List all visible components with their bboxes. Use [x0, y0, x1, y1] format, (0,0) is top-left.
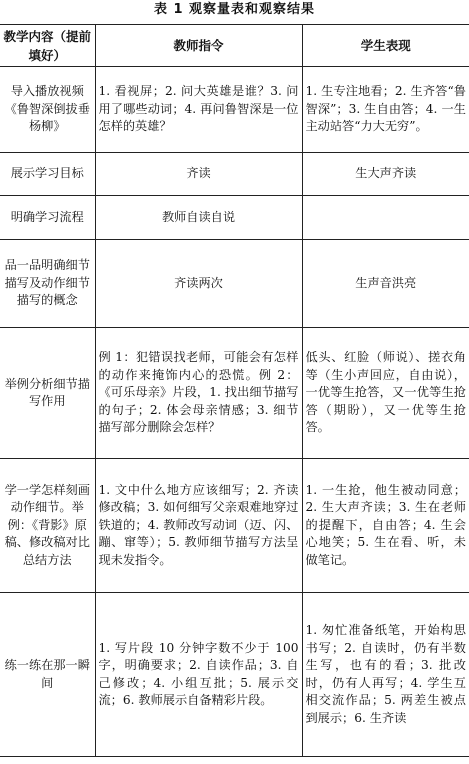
row-student: 生大声齐读: [302, 153, 469, 196]
row-phase: 学一学怎样刻画动作细节。举例：《背影》原稿、修改稿对比总结方法: [0, 459, 95, 593]
row-student: 低头、红脸（师说）、搓衣角等（生小声回应，自由说），一优等生抢答，又一优等生抢答（期盼），又一优等生抢答。: [302, 328, 469, 459]
row-student: 1. 一生抢，他生被动同意；2. 生大声齐读；3. 生在老师的提醒下，自由答；4. 生会心地笑；5. 生在看、听，未做笔记。: [302, 459, 469, 593]
row-teacher: 齐读两次: [95, 240, 302, 328]
row-phase: 明确学习流程: [0, 196, 95, 240]
table-row: [0, 196, 469, 240]
row-teacher: 1. 看视屏；2. 问大英雄是谁？3. 问用了哪些动词；4. 再问鲁智深是一位怎样的英雄？: [95, 67, 302, 153]
table-header-row: [0, 25, 469, 67]
observation-table: [0, 24, 469, 757]
row-teacher: 齐读: [95, 153, 302, 196]
table-caption: 表 1 观察量表和观察结果: [153, 2, 316, 17]
row-student: 1. 匆忙准备纸笔，开始构思书写；2. 自读时，仍有半数生写，也有的看；3. 批改时，仍有人再写；4. 学生互相交流作品；5. 两差生被点到展示；6. 生齐读: [302, 593, 469, 757]
row-phase: 练一练在那一瞬间: [0, 593, 95, 757]
header-teacher-instruction: 教师指令: [95, 25, 302, 67]
row-phase: 品一品明确细节描写及动作细节描写的概念: [0, 240, 95, 328]
row-student: 1. 生专注地看；2. 生齐答“鲁智深”；3. 生自由答；4. 一生主动站答“力大无穷”。: [302, 67, 469, 153]
header-student-performance: 学生表现: [302, 25, 469, 67]
row-phase: 举例分析细节描写作用: [0, 328, 95, 459]
table-row: [0, 240, 469, 328]
table-row: [0, 67, 469, 153]
header-teaching-content: 教学内容（提前填好）: [0, 25, 95, 67]
table-row: [0, 459, 469, 593]
row-student: 生声音洪亮: [302, 240, 469, 328]
row-student: [302, 196, 469, 240]
table-row: [0, 153, 469, 196]
table-row: [0, 328, 469, 459]
row-teacher: 教师自读自说: [95, 196, 302, 240]
row-teacher: 1. 写片段 10 分钟字数不少于 100 字，明确要求；2. 自读作品；3. 自己修改；4. 小组互批；5. 展示交流；6. 教师展示自备精彩片段。: [95, 593, 302, 757]
row-phase: 展示学习目标: [0, 153, 95, 196]
row-teacher: 例 1：犯错误找老师，可能会有怎样的动作来掩饰内心的恐慌。例 2：《可乐母亲》片段，1. 找出细节描写的句子；2. 体会母亲情感；3. 细节描写部分删除会怎样？: [95, 328, 302, 459]
table-row: [0, 593, 469, 757]
row-phase: 导入播放视频《鲁智深倒拔垂杨柳》: [0, 67, 95, 153]
row-teacher: 1. 文中什么地方应该细写；2. 齐读修改稿；3. 如何细写父亲艰难地穿过铁道的；4. 教师改写动词（迈、闪、蹦、窜等）；5. 教师细节描写方法呈现未发指令。: [95, 459, 302, 593]
